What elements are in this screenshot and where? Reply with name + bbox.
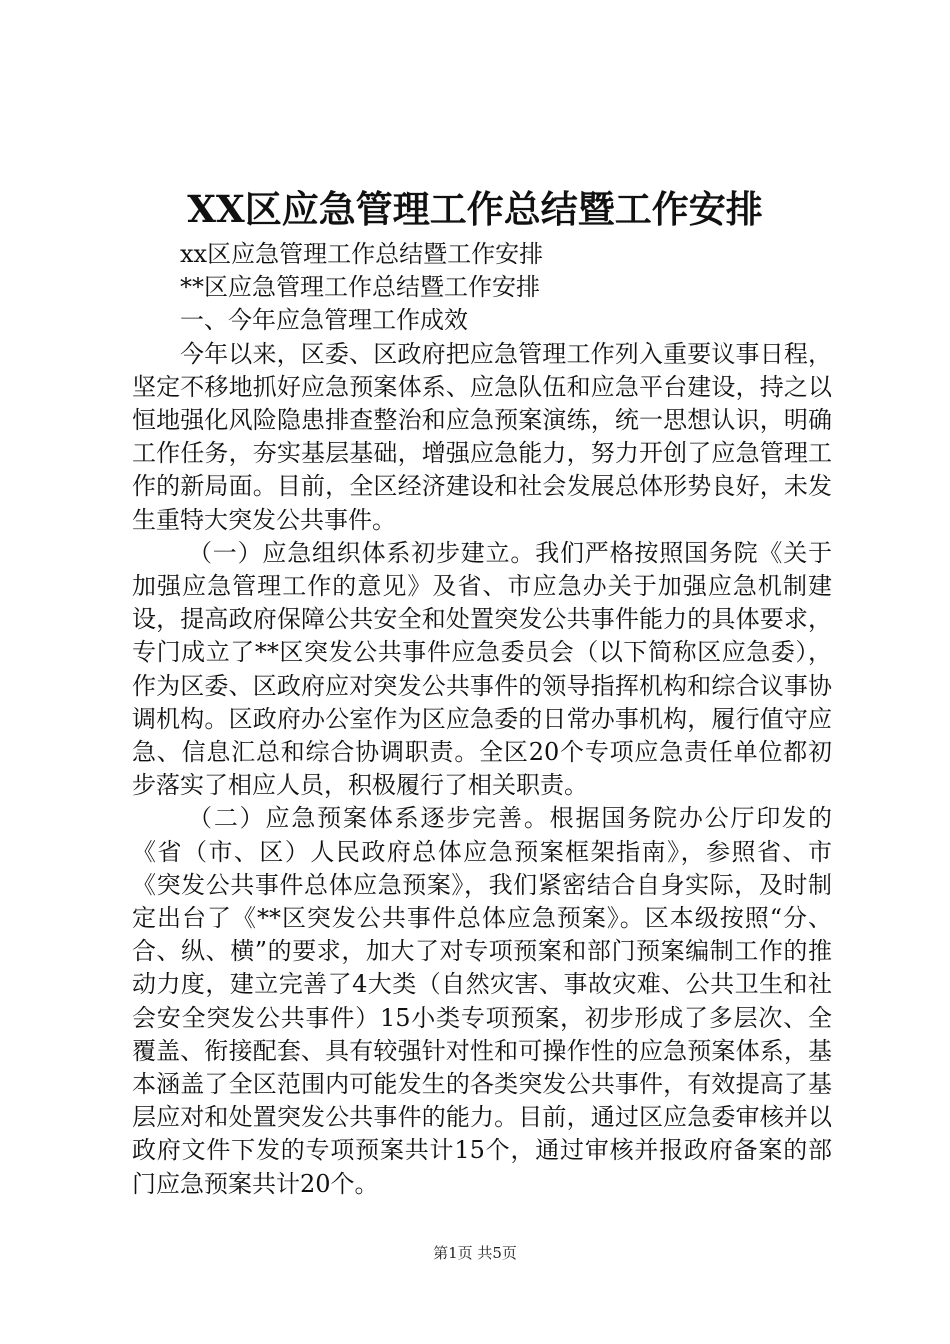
subtitle-line: xx区应急管理工作总结暨工作安排 — [180, 240, 544, 268]
document-title: XX区应急管理工作总结暨工作安排 — [187, 187, 763, 231]
section-heading: 一、今年应急管理工作成效 — [180, 306, 468, 335]
body-paragraph: 今年以来，区委、区政府把应急管理工作列入重要议事日程，坚定不移地抓好应急预案体系、应急队伍和应急平台建设，持之以恒地强化风险隐患排查整治和应急预案演练，统一思想认识，明确工作任务，夯实基层基础，增强应急能力，努力开创了应急管理工作的新局面。目前，全区经济建设和社会发展总体形势良好，未发生重特大突发公共事件。 — [132, 339, 832, 534]
body-paragraph: （一）应急组织体系初步建立。我们严格按照国务院《关于加强应急管理工作的意见》及省、市应急办关于加强应急机制建设，提高政府保障公共安全和处置突发公共事件能力的具体要求，专门成立了**区突发公共事件应急委员会（以下简称区应急委），作为区委、区政府应对突发公共事件的领导指挥机构和综合议事协调机构。区政府办公室作为区应急委的日常办事机构，履行值守应急、信息汇总和综合协调职责。全区20个专项应急责任单位都初步落实了相应人员，积极履行了相关职责。 — [132, 538, 832, 800]
subtitle-line: **区应急管理工作总结暨工作安排 — [180, 273, 540, 302]
body-paragraph: （二）应急预案体系逐步完善。根据国务院办公厅印发的《省（市、区）人民政府总体应急预案框架指南》，参照省、市《突发公共事件总体应急预案》，我们紧密结合自身实际，及时制定出台了《**区突发公共事件总体应急预案》。区本级按照“分、合、纵、横”的要求，加大了对专项预案和部门预案编制工作的推动力度，建立完善了4大类（自然灾害、事故灾难、公共卫生和社会安全突发公共事件）15小类专项预案，初步形成了多层次、全覆盖、衔接配套、具有较强针对性和可操作性的应急预案体系，基本涵盖了全区范围内可能发生的各类突发公共事件，有效提高了基层应对和处置突发公共事件的能力。目前，通过区应急委审核并以政府文件下发的专项预案共计15个，通过审核并报政府备案的部门应急预案共计20个。 — [132, 804, 832, 1198]
document-body — [132, 238, 832, 1201]
page-number-footer: 第1页 共5页 — [433, 1244, 517, 1262]
